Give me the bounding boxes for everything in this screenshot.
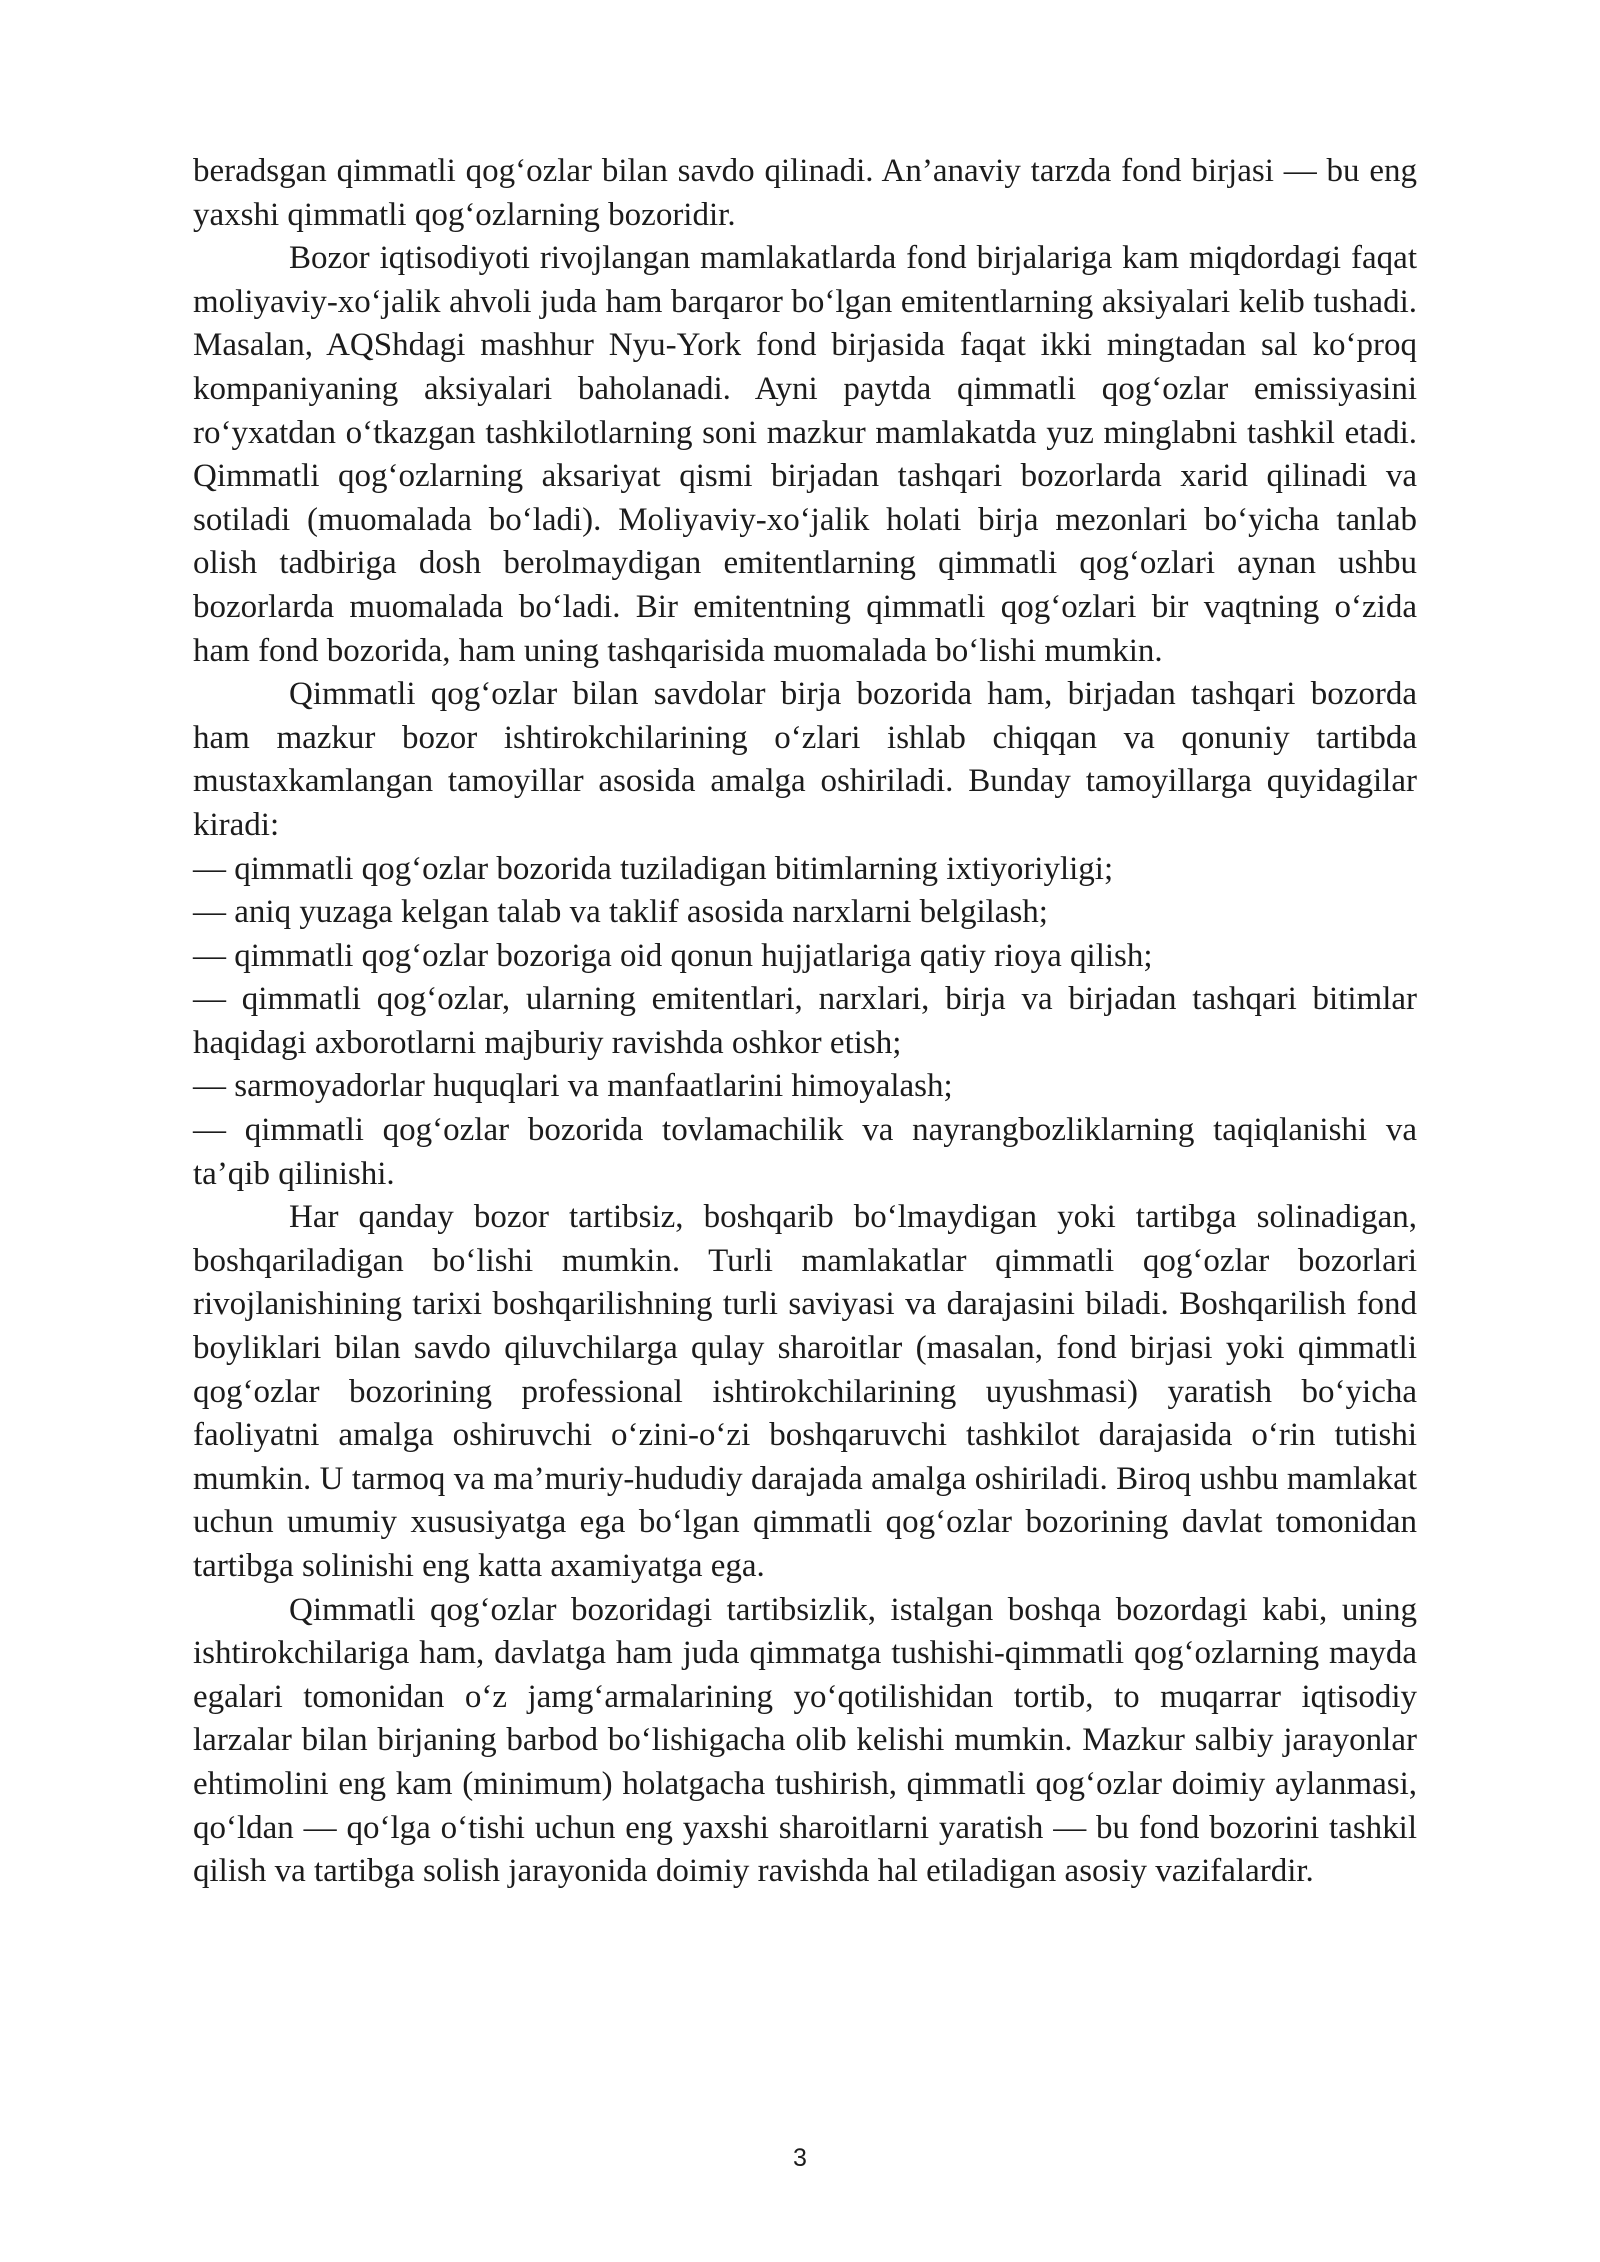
page-number: 3 [793,2144,807,2172]
paragraph-continuation: beradsgan qimmatli qog‘ozlar bilan savdo qilinadi. An’anaviy tarzda fond birjasi — bu eng yaxshi qimmatli qog‘ozlarning bozoridir. [193,153,1417,233]
list-item: — qimmatli qog‘ozlar bozorida tuziladigan bitimlarning ixtiyoriyligi; [193,850,1114,887]
paragraph-stock-exchange-listing: Bozor iqtisodiyoti rivojlangan mamlakatlarda fond birjalariga kam miqdordagi faqat moliyaviy-xo‘jalik ahvoli juda ham barqaror bo‘lgan emitentlarning aksiyalari kelib tushadi. Masalan, AQShdagi mashhur Nyu-York fond birjasida faqat ikki mingtadan sal ko‘proq kompaniyaning aksiyalari baholanadi. Ayni paytda qimmatli qog‘ozlar emissiyasini ro‘yxatdan o‘tkazgan tashkilotlarning soni mazkur mamlakatda yuz minglabni tashkil etadi. Qimmatli qog‘ozlarning aksariyat qismi birjadan tashqari bozorlarda xarid qilinadi va sotiladi (muomalada bo‘ladi). Moliyaviy-xo‘jalik holati birja mezonlari bo‘yicha tanlab olish tadbiriga dosh berolmaydigan emitentlarning qimmatli qog‘ozlari aynan ushbu bozorlarda muomalada bo‘ladi. Bir emitentning qimmatli qog‘ozlari bir vaqtning o‘zida ham fond bozorida, ham uning tashqarisida muomalada bo‘lishi mumkin. [193,240,1417,669]
paragraph-trading-principles: Qimmatli qog‘ozlar bilan savdolar birja bozorida ham, birjadan tashqari bozorda ham mazkur bozor ishtirokchilarining o‘zlari ishlab chiqqan va qonuniy tartibda mustaxkamlangan tamoyillar asosida amalga oshiriladi. Bunday tamoyillarga quyidagilar kiradi: [193,676,1417,843]
document-page [193,150,1417,1894]
list-item: — qimmatli qog‘ozlar, ularning emitentlari, narxlari, birja va birjadan tashqari bitimlar haqidagi axborotlarni majburiy ravishda oshkor etish; [193,981,1417,1061]
paragraph-market-disorder: Qimmatli qog‘ozlar bozoridagi tartibsizlik, istalgan boshqa bozordagi kabi, uning ishtirokchilariga ham, davlatga ham juda qimmatga tushishi-qimmatli qog‘ozlarning mayda egalari tomonidan o‘z jamg‘armalarining yo‘qotilishidan tortib, to muqarrar iqtisodiy larzalar bilan birjaning barbod bo‘lishigacha olib kelishi mumkin. Mazkur salbiy jarayonlar ehtimolini eng kam (minimum) holatgacha tushirish, qimmatli qog‘ozlar doimiy aylanmasi, qo‘ldan — qo‘lga o‘tishi uchun eng yaxshi sharoitlarni yaratish — bu fond bozorini tashkil qilish va tartibga solish jarayonida doimiy ravishda hal etiladigan asosiy vazifalardir. [193,1591,1417,1890]
principles-list [193,848,1417,1197]
list-item: — sarmoyadorlar huquqlari va manfaatlarini himoyalash; [193,1068,953,1105]
paragraph-market-regulation: Har qanday bozor tartibsiz, boshqarib bo‘lmaydigan yoki tartibga solinadigan, boshqariladigan bo‘lishi mumkin. Turli mamlakatlar qimmatli qog‘ozlar bozorlari rivojlanishining tarixi boshqarilishning turli saviyasi va darajasini biladi. Boshqarilish fond boyliklari bilan savdo qiluvchilarga qulay sharoitlar (masalan, fond birjasi yoki qimmatli qog‘ozlar bozorining professional ishtirokchilarining uyushmasi) yaratish bo‘yicha faoliyatni amalga oshiruvchi o‘zini-o‘zi boshqaruvchi tashkilot darajasida o‘rin tutishi mumkin. U tarmoq va ma’muriy-hududiy darajada amalga oshiriladi. Biroq ushbu mamlakat uchun umumiy xususiyatga ega bo‘lgan qimmatli qog‘ozlar bozorining davlat tomonidan tartibga solinishi eng katta axamiyatga ega. [193,1199,1417,1584]
list-item: — qimmatli qog‘ozlar bozoriga oid qonun hujjatlariga qatiy rioya qilish; [193,937,1153,974]
list-item: — aniq yuzaga kelgan talab va taklif asosida narxlarni belgilash; [193,894,1048,931]
list-item: — qimmatli qog‘ozlar bozorida tovlamachilik va nayrangbozliklarning taqiqlanishi va ta’qib qilinishi. [193,1112,1417,1192]
